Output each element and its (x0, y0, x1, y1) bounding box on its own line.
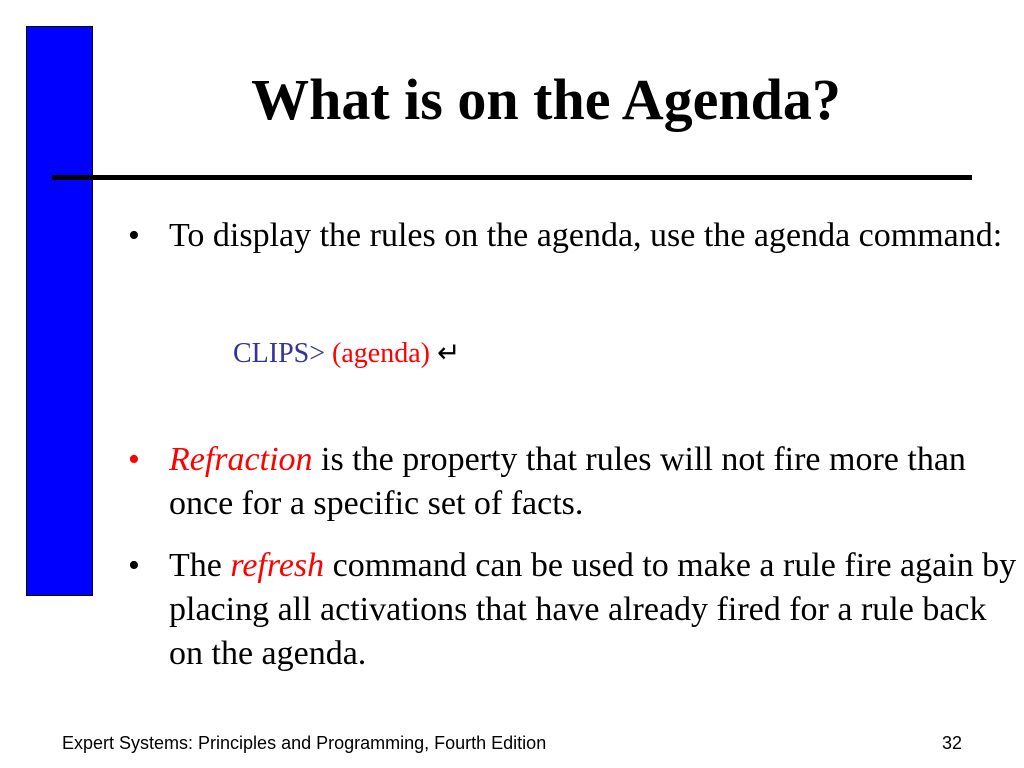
side-accent-bar (26, 26, 93, 596)
footer-book-title: Expert Systems: Principles and Programming, Fourth Edition (62, 733, 547, 753)
bullet-agenda-display (128, 214, 1019, 258)
bullet-marker: • (128, 217, 140, 254)
command-example (233, 334, 460, 374)
bullet-refresh (128, 544, 1019, 676)
bullet-refraction (128, 438, 1019, 526)
bullet-text: To display the rules on the agenda, use the agenda command: (169, 217, 1003, 254)
footer-page-number: 32 (941, 733, 962, 753)
title-divider (52, 175, 972, 180)
term-refresh: refresh (230, 547, 325, 584)
clips-prompt: CLIPS> (233, 338, 326, 369)
bullet-text: is the property that rules will not fire more than once for a specific set of facts. (169, 441, 966, 522)
bullet-text: command can be used to make a rule fire again by placing all activations that have already fired for a rule back on the agenda. (169, 547, 1017, 672)
bullet-marker: • (128, 441, 140, 478)
bullet-lead-text: The (169, 547, 231, 584)
bullet-marker: • (128, 547, 140, 584)
slide-title: What is on the Agenda? (251, 67, 841, 132)
term-refraction: Refraction (169, 441, 313, 478)
enter-key-icon: ↵ (436, 338, 461, 369)
command-input: (agenda) (332, 338, 430, 369)
